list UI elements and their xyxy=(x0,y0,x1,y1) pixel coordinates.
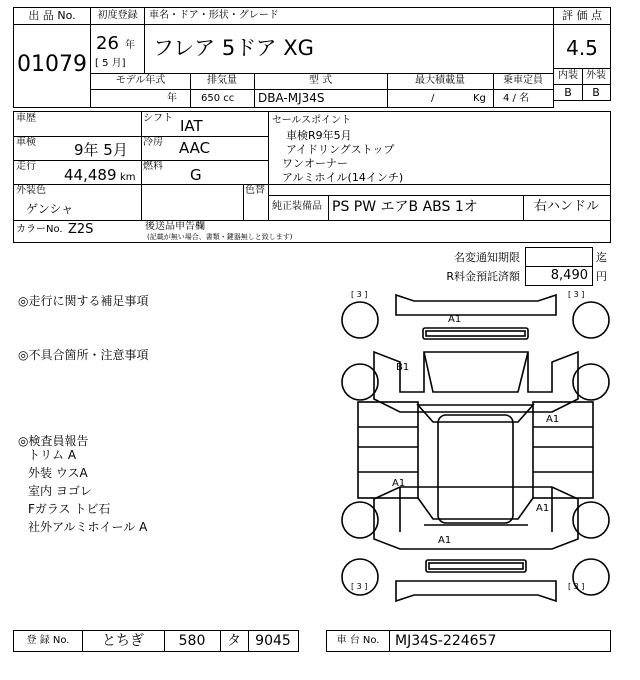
registration-box xyxy=(13,630,299,652)
sales-point-item: ワンオーナー xyxy=(282,157,348,170)
inspection-value: 9年 5月 xyxy=(74,141,128,159)
recycle-label: R料金預託済額 xyxy=(446,270,520,283)
damage-mark: A1 xyxy=(536,503,550,514)
capacity-value: 4 / 名 xyxy=(503,93,530,104)
spec-row xyxy=(90,73,554,108)
lot-number: 01079 xyxy=(17,52,87,77)
name-change-box xyxy=(525,247,593,267)
color-no-label: カラーNo. xyxy=(16,224,63,235)
reg-number: 9045 xyxy=(255,633,291,649)
damage-mark: A1 xyxy=(546,414,560,425)
chassis-box xyxy=(326,630,611,652)
wheel-front-left-icon xyxy=(342,302,378,338)
chassis-label: 車 台 No. xyxy=(336,635,380,646)
exterior-color-label: 外装色 xyxy=(16,185,46,196)
fuel-value: G xyxy=(190,166,202,184)
wheel-rear-right-icon xyxy=(573,559,609,595)
fuel-label: 燃料 xyxy=(143,161,163,172)
shift-label: シフト xyxy=(143,113,173,124)
model-year-label: モデル年式 xyxy=(115,75,166,86)
first-reg-label: 初度登録 xyxy=(97,10,138,21)
roof-shape xyxy=(438,415,513,523)
displacement-value: 650 cc xyxy=(201,93,235,104)
mileage-value: 44,489 xyxy=(64,166,117,184)
model-year-unit: 年 xyxy=(167,93,177,104)
capacity-label: 乗車定員 xyxy=(503,75,543,86)
reg-kana: タ xyxy=(227,633,241,649)
score-value: 4.5 xyxy=(566,36,598,60)
mirror-left-icon xyxy=(342,364,378,400)
details-grid xyxy=(13,111,611,243)
inspector-report-item: 社外アルミホイール A xyxy=(28,520,148,534)
body-left-side xyxy=(358,402,418,498)
ac-value: AAC xyxy=(179,139,211,157)
ac-label: 冷房 xyxy=(143,137,163,148)
year-unit: 年 xyxy=(125,40,135,51)
reg-area: とちぎ xyxy=(102,633,144,649)
name-change-unit: 迄 xyxy=(596,251,607,264)
inspector-report-item: 外装 ウスA xyxy=(28,466,88,480)
mileage-unit: km xyxy=(120,172,136,183)
chassis-value: MJ34S-224657 xyxy=(395,633,497,649)
type-label: 型 式 xyxy=(308,75,333,86)
score-label: 評 価 点 xyxy=(562,9,602,22)
shift-value: IAT xyxy=(180,117,203,135)
inspector-report-list xyxy=(28,446,147,536)
post-note: (記載が無い場合、書類・鍵器無しと致します) xyxy=(147,233,293,241)
corner-label: [ 3 ] xyxy=(568,582,585,591)
post-label: 後送品申告欄 xyxy=(145,221,205,232)
lot-number-box xyxy=(13,7,91,108)
corner-label: [ 3 ] xyxy=(351,582,368,591)
car-title-box xyxy=(90,7,554,74)
car-name: フレア 5ドア XG xyxy=(153,36,314,60)
exterior-grade: B xyxy=(592,86,600,99)
reg-label: 登 録 No. xyxy=(26,635,70,646)
first-reg-year: 26 xyxy=(96,33,119,54)
lot-label: 出 品 No. xyxy=(28,9,76,22)
front-grille-shape xyxy=(423,328,528,339)
windshield-shape xyxy=(418,405,533,422)
recycle-box xyxy=(525,266,593,286)
car-name-label: 車名・ドア・形状・グレード xyxy=(149,10,279,21)
score-box xyxy=(553,7,611,101)
max-load-unit: Kg xyxy=(473,93,486,104)
body-right-side xyxy=(533,402,593,498)
mileage-label: 走行 xyxy=(16,161,36,172)
exterior-color-value: ゲンシャ xyxy=(26,202,74,216)
front-bumper-shape xyxy=(396,295,556,315)
history-label: 車歴 xyxy=(16,113,36,124)
equipment-label: 純正装備品 xyxy=(272,201,322,212)
hood-shape xyxy=(374,352,578,412)
inspector-report-item: Fガラス トビ石 xyxy=(28,502,111,516)
car-damage-diagram xyxy=(338,287,613,607)
sales-point-list xyxy=(282,129,403,185)
rear-bumper-shape xyxy=(396,581,556,601)
driving-notes-label: ◎走行に関する補足事項 xyxy=(18,294,149,308)
recycle-unit: 円 xyxy=(596,270,607,283)
corner-label: [ 3 ] xyxy=(568,290,585,299)
inspector-report-item: トリム A xyxy=(28,448,77,462)
damage-mark: A1 xyxy=(448,314,462,325)
color-no-value: Z2S xyxy=(68,222,94,237)
equipment-value: PS PW エアB ABS 1オ xyxy=(332,199,478,215)
damage-mark: A1 xyxy=(392,478,406,489)
inspector-report-label: ◎検査員報告 xyxy=(18,434,89,448)
inspector-report-item: 室内 ヨゴレ xyxy=(28,484,92,498)
defect-notes-label: ◎不具合箇所・注意事項 xyxy=(18,348,149,362)
displacement-label: 排気量 xyxy=(207,75,237,86)
handle-value: 右ハンドル xyxy=(533,199,599,214)
first-reg-month: [ 5 月] xyxy=(95,58,126,69)
sales-point-item: アイドリングストップ xyxy=(286,143,395,156)
damage-mark: A1 xyxy=(438,535,452,546)
sales-point-item: アルミホイル(14インチ) xyxy=(282,171,404,184)
interior-label: 内装 xyxy=(558,70,578,81)
recycle-value: 8,490 xyxy=(550,268,588,283)
inspection-label: 車検 xyxy=(16,137,36,148)
name-change-label: 名変通知期限 xyxy=(454,251,520,264)
max-load-label: 最大積載量 xyxy=(415,75,465,86)
reg-class: 580 xyxy=(178,633,206,649)
max-load-slash: / xyxy=(431,93,435,104)
sales-point-label: セールスポイント xyxy=(272,115,352,126)
exterior-label: 外装 xyxy=(586,70,606,81)
color-change-label: 色替 xyxy=(245,185,265,196)
wheel-front-right-icon xyxy=(573,302,609,338)
type-value: DBA-MJ34S xyxy=(258,91,325,105)
trunk-shape xyxy=(374,487,578,549)
damage-mark: B1 xyxy=(396,362,410,373)
corner-label: [ 3 ] xyxy=(351,290,368,299)
rear-plate-shape xyxy=(426,560,526,572)
side-wheel-left-icon xyxy=(342,502,378,538)
interior-grade: B xyxy=(564,86,572,99)
sales-point-item: 車検R9年5月 xyxy=(286,129,352,142)
